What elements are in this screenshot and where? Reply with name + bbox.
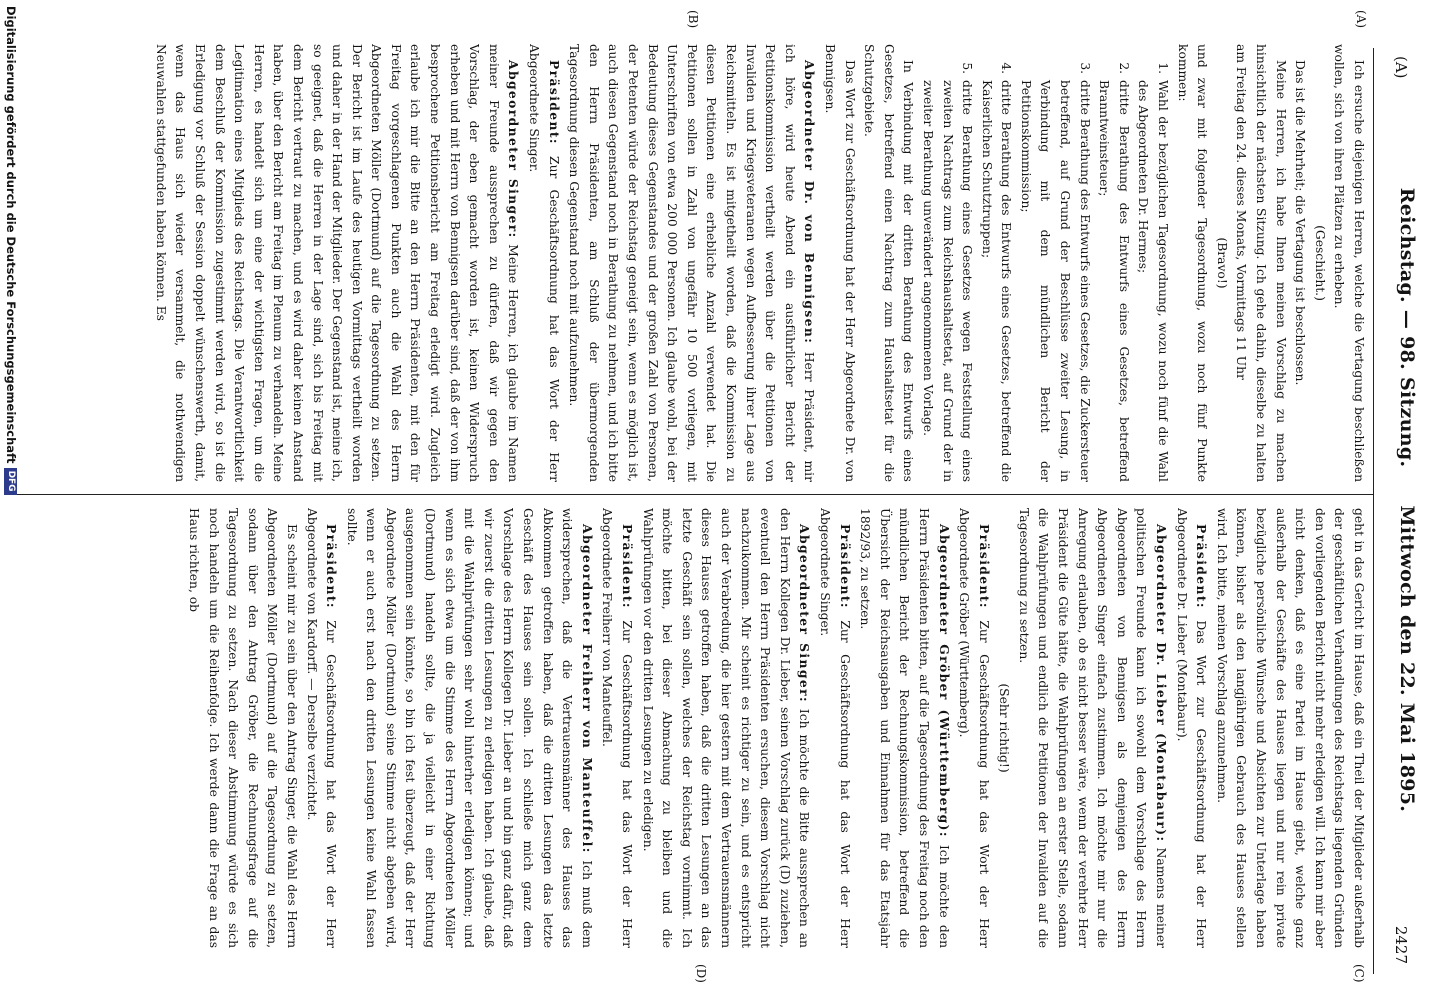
agenda-list xyxy=(917,44,1172,482)
stage-note: (Bravo!) xyxy=(1214,237,1229,289)
page-number: 2427 xyxy=(1392,925,1410,964)
speaker-name: Abgeordneter Dr. von Bennigsen: xyxy=(802,60,818,345)
paragraph: Das ist die Mehrheit; die Vertagung ist beschlossen. xyxy=(1293,60,1308,386)
paragraph: In Verbindung mit der dritten Berathung des Entwurfs eines Gesetzes, betreffend einen Nachtrag zum Haushaltsetat für die Schutzgebiete. xyxy=(862,44,916,482)
speech xyxy=(341,508,597,948)
speech-text: Namens meiner politischen Freunde kann ich sowohl dem Vorschlage des Herrn Abgeordneten von Bennigsen als demjenigen des Herrn Abgeordneten Singer einfach zustimmen. Ich möchte mir nur die Anregung erlauben, ob es nicht besser wäre, wenn der verehrte Herr Präsident die Güte hätte, die Wahlprüfungen an erster Stelle, sodann die Wahlprüfungen und endlich die Petitionen der Invaliden auf die Tagesordnung zu setzen. xyxy=(1016,508,1169,948)
speech-text: Meine Herren, ich glaube im Namen meiner Freunde aussprechen zu dürfen, daß wir gegen den Vorschlag, der eben gemacht worden ist, keinen Widerspruch erheben und mit Herrn von Bennigsen darüber sind, daß der von ihm besprochene Petitionsbericht am Freitag erledigt wird. Zugleich erlaube ich mir die Bitte an den Herrn Präsidenten, mit den für Freitag vorgeschlagenen Punkten auch die Wahl des Herrn Abgeordneten Möller (Dortmund) auf die Tagesordnung zu setzen. Der Bericht ist im Laufe des heutigen Vormittags vertheilt worden und daher in der Hand der Mitglieder. Der Gegenstand ist, meine ich, so geeignet, daß die Herren in der Lage sind, sich bis Freitag mit dem Bericht vertraut zu machen, und es wird daher keinen Anstand haben, über den Bericht am Freitag im Plenum zu verhandeln. Meine Herren, es handelt sich um eine der wichtigsten Fragen, um die Legitimation eines Mitglieds des Reichstags. Die Verantwortlichkeit dem Beschluß der Kommission zugestimmt werden wird, so ist die Erledigung vor Schluß der Session doppelt wünschenswerth, damit, wenn das Haus sich wieder versammelt, die nothwendigen Neuwahlen stattgefunden haben können. Es xyxy=(153,44,521,482)
speech-text: Ich möchte den Herrn Präsidenten bitten, auf die Tagesordnung des Freitag noch den mündlichen Bericht der Rechnungskommission, betreffend die Übersicht der Reichsausgaben und Einnahmen für das Etatsjahr 1892/93, zu setzen. xyxy=(858,508,951,948)
agenda-item: 1. Wahl der bezüglichen Tagesordnung, wozu noch fünf die Wahl des Abgeordneten Dr. Hermes; xyxy=(1133,78,1172,482)
stage-note: (Sehr richtig!) xyxy=(997,683,1012,773)
margin-marker-b: (B) xyxy=(686,10,700,29)
speech xyxy=(954,508,994,948)
speech-text: Ich möchte die Bitte aussprechen an den Herrn Kollegen Dr. Lieber, seinen Vorschlag zurück (D) zuziehen, eventuell den Herrn Präsidenten ersuchen, diesem Vorschlag nicht nachzukommen. Mir scheint es richtiger zu sein, und es entspricht auch der Verabredung, die hier gestern mit dem Vertrauensmännern dieses Hauses getroffen haben, daß die dritten Lesungen an das letzte Geschäft sein sollen, welches der Reichstag vornimmt. Ich möchte bitten, bei dieser Abmachung zu bleiben und die Wahlprüfungen vor den dritten Lesungen zu erledigen. xyxy=(640,508,812,948)
paragraph: Ich ersuche diejenigen Herren, welche die Vertagung beschließen wollen, sich von ihren Plätzen zu erheben. xyxy=(1332,44,1366,482)
page-ref: (A) xyxy=(1392,56,1410,79)
agenda-item: 5. dritte Berathung eines Gesetzes wegen Feststellung eines zweiten Nachtrags zum Reichshaushaltsetat, auf Grund der in zweiter Berathung unverändert angenommenen Vorlage. xyxy=(917,78,976,482)
stage-note: (Geschieht.) xyxy=(1312,225,1327,301)
agenda-item: 3. dritte Berathung des Entwurfs eines Gesetzes, die Zuckersteuer betreffend, auf Grund der Beschlüsse zweiter Lesung, in Verbindung mit dem mündlichen Bericht der Petitionskommission; xyxy=(1015,78,1093,482)
speech xyxy=(637,508,814,948)
header-title-right: Mittwoch den 22. Mai 1895. xyxy=(1396,505,1418,813)
speech xyxy=(564,44,820,482)
header-title xyxy=(1396,110,1418,890)
speech xyxy=(855,508,954,948)
margin-marker-c: (C) xyxy=(1352,964,1366,983)
paragraph: und zwar mit folgender Tagesordnung, wozu noch fünf Punkte kommen: xyxy=(1175,44,1210,482)
speech xyxy=(301,508,341,948)
speech-text: Zur Geschäftsordnung hat das Wort der Herr Abgeordnete Singer. xyxy=(527,44,561,482)
margin-marker-d: (D) xyxy=(694,964,708,983)
speech-text: Das Wort zur Geschäftsordnung hat der Herr Abgeordnete Dr. Lieber (Montabaur). xyxy=(1174,508,1209,948)
speech-text: Zur Geschäftsordnung hat das Wort der Herr Abgeordnete Singer. xyxy=(817,508,852,948)
speech xyxy=(1013,508,1171,948)
speaker-name: Präsident: xyxy=(324,524,340,609)
speech xyxy=(150,44,523,482)
column-divider xyxy=(12,494,1374,495)
speech-text: Zur Geschäftsordnung hat das Wort der Herr Abgeordnete Freiherr von Manteuffel. xyxy=(600,508,635,948)
paragraph: Es scheint mir zu sein über den Antrag Singer, die Wahl des Herrn Abgeordneten Möller (Dortmund) auf die Tagesordnung zu setzen, sodann über den Antrag Gröber, die Rechnungsfrage auf die Tagesordnung zu setzen. Nach dieser Abstimmung würde es sich noch handeln um die Reihenfolge. Ich werde dann die Frage an das Haus richten, ob xyxy=(186,508,299,948)
speaker-name: Präsident: xyxy=(976,524,992,609)
speaker-name: Abgeordneter Dr. Lieber (Montabaur): xyxy=(1154,524,1170,843)
header-title-left: Reichstag. — 98. Sitzung. xyxy=(1396,187,1418,468)
speech-text: Zur Geschäftsordnung hat das Wort der Herr Abgeordnete von Kardorff. — Derselbe verzichtet. xyxy=(304,508,339,948)
speaker-name: Präsident: xyxy=(1194,524,1210,609)
dfg-logo: DFG xyxy=(4,468,17,495)
header-rule xyxy=(1373,48,1374,974)
speech-text: Zur Geschäftsordnung hat das Wort der Herr Abgeordnete Gröber (Württemberg). xyxy=(957,508,991,948)
margin-marker-a: (A) xyxy=(1354,10,1368,29)
speech-text: Ich muß dem widersprechen, daß die Vertrauensmänner des Hauses das Abkommen getroffen haben, daß die dritten Lesungen das letzte Geschäft des Hauses sein sollen. Ich schließe mich ganz dem Vorschlage des Herrn Kollegen Dr. Lieber an und bin ganz dafür, daß wir zuerst die dritten Lesungen zu erledigen haben. Ich glaube, daß mit die Wahlprüfungen sehr wohl hinterher erledigen können; und wenn es sich etwa um die Stimme des Herrn Abgeordneten Möller (Dortmund) handeln sollte, die ja vielleicht in einer Richtung ausgenommen sein könnte, so bin ich fest überzeugt, daß der Herr Abgeordnete Möller (Dortmund) seine Stimme nicht abgeben wird, wenn er auch erst nach den dritten Lesungen keine Wahl fassen sollte. xyxy=(344,508,594,948)
right-column xyxy=(10,508,1368,948)
speech xyxy=(814,508,854,948)
paragraph: geht in das Gericht im Hause, daß ein Theil der Mitglieder außerhalb der geschäftlichen Verhandlungen des Reichstags liegenden Gründen den vorliegenden Bericht nicht mehr erledigen will. Ich kann mir aber nicht denken, daß es eine Partei im Hause giebt, welche ganz außerhalb der Geschäfte des Hauses liegen und nur rein private bezügliche persönliche Wünsche und Absichten zur Unterlage haben können, bisher als den langjährigen Gebrauch des Hauses stellen wird. Ich bitte, meinen Vorschlag anzunehmen. xyxy=(1214,508,1366,948)
agenda-item: 4. dritte Berathung des Entwurfs eines Gesetzes, betreffend die Kaiserlichen Schutztruppen; xyxy=(976,78,1015,482)
speech xyxy=(1171,508,1211,948)
page-header xyxy=(1374,0,1426,1000)
speaker-name: Abgeordneter Freiherr von Manteuffel: xyxy=(579,524,595,854)
speech xyxy=(523,44,563,482)
paragraph: Das Wort zur Geschäftsordnung hat der Herr Abgeordnete Dr. von Bennigsen. xyxy=(822,44,857,482)
digitization-credit xyxy=(0,0,22,1000)
speech-text: Herr Präsident, mir ich höre, wird heute Abend ein ausführlicher Bericht der Petitionskommission vertheilt werden über die Petitionen von Invaliden und Kriegsveteranen wegen Aufbesserung ihrer Lage aus Reichsmitteln. Es ist mitgetheilt worden, daß die Kommission zu diesen Petitionen eine erhebliche Anzahl verwendet hat. Die Petitionen sollen in Zahl von ungefähr 10 500 vorliegen, mit Unterschriften von etwa 200 000 Personen. Ich glaube wohl, bei der Bedeutung dieses Gegenstandes und der großen Zahl von Personen, der Petenten würde der Reichstag geneigt sein, wenn es möglich ist, auch diesen Gegenstand noch in Berathung zu nehmen, und ich bitte den Herrn Präsidenten, am Schluß der übermorgenden Tagesordnung diesen Gegenstand noch mit aufzunehmen. xyxy=(567,44,817,482)
left-column xyxy=(10,44,1368,482)
paragraph: Meine Herren, ich habe Ihnen meinen Vorschlag zu machen hinsichtlich der nächsten Sitzung. Ich gehe dahin, dieselbe zu halten am Freitag den 24. dieses Monats, Vormittags 11 Uhr xyxy=(1234,44,1288,482)
speaker-name: Abgeordneter Singer: xyxy=(506,60,522,239)
speaker-name: Präsident: xyxy=(620,524,636,609)
speech xyxy=(597,508,637,948)
speaker-name: Präsident: xyxy=(546,60,562,145)
agenda-item: 2. dritte Berathung des Entwurfs eines Gesetzes, betreffend Branntweinsteuer; xyxy=(1094,78,1133,482)
speaker-name: Präsident: xyxy=(837,524,853,609)
credit-text: Digitalisierung gefördert durch die Deutsche Forschungsgemeinschaft xyxy=(4,6,18,464)
speaker-name: Abgeordneter Gröber (Württemberg): xyxy=(936,524,952,838)
speaker-name: Abgeordneter Singer: xyxy=(797,524,813,703)
